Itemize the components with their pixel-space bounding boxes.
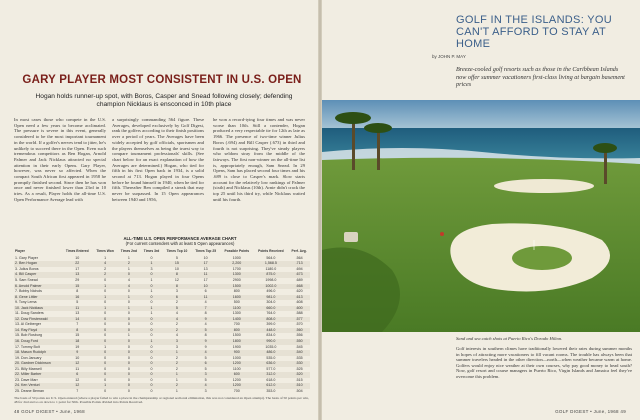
- table-cell: 13. Al Geiberger: [15, 322, 41, 327]
- table-cell: 9: [191, 317, 220, 323]
- table-cell: 17: [203, 277, 208, 282]
- table-cell: 0: [140, 272, 162, 278]
- table-cell: 312.0: [254, 372, 289, 378]
- table-cell: 0: [140, 284, 162, 290]
- table-cell: .515: [295, 377, 303, 382]
- table-cell: 0: [117, 328, 140, 334]
- table-cell: 8: [163, 272, 192, 278]
- table-cell: 6: [62, 372, 93, 378]
- table-cell: 1: [93, 383, 118, 389]
- table-cell: 15: [163, 261, 192, 267]
- table-cell: 0: [150, 366, 153, 371]
- table-cell: 1: [140, 306, 162, 312]
- feature-body: Golf interests in southern climes have traditionally lowered their rates during summer months in hopes of attracting more vacationers to fill vacant rooms. The trouble has always been that summer travelers headed in the other direction—north—when weather became warm at home. Golfers would enjoy nice weather at their own courses, why pay good money to head south? Now, golf resort and course managers in Puerto Rico, Virgin Islands and Jamaica feel they've overcome this problem.: [456, 346, 632, 379]
- table-cell: 1: [140, 261, 162, 267]
- table-cell: 6. Arnold Palmer: [14, 284, 62, 290]
- table-cell: 3: [191, 372, 220, 378]
- table-cell: 1: [93, 295, 118, 301]
- table-cell: 399.0: [266, 322, 276, 327]
- column-header: Perf. Avg.: [291, 249, 307, 253]
- table-subtitle: (For current contenders with at least 5 Open appearances): [125, 241, 235, 246]
- table-cell: 0: [104, 311, 107, 316]
- table-footnote: The basis of 50 points are U.S. Open entered (where a player failed to win a place in the championship or regional sectional elimination, this was not considered an Open attempt). The basis of 50 points per win, 48 for 2nd and so on down to 1 point for 50th. Possible Points divided into Points Received.: [14, 396, 309, 405]
- table-cell: 5: [204, 377, 207, 382]
- table-cell: 13: [75, 311, 80, 316]
- table-cell: 0: [117, 350, 140, 356]
- table-cell: 5: [204, 355, 207, 360]
- table-cell: 0: [117, 317, 140, 323]
- table-cell: 17: [191, 261, 220, 267]
- table-cell: 2: [175, 366, 178, 371]
- table-cell: 0: [127, 289, 130, 294]
- table-cell: .570: [295, 322, 303, 327]
- table-cell: 17: [75, 266, 80, 271]
- left-page: [0, 0, 318, 420]
- table-cell: 14: [62, 317, 93, 323]
- table-cell: 0: [127, 311, 130, 316]
- table-cell: 1: [93, 306, 118, 312]
- table-cell: .713: [288, 261, 310, 267]
- table-cell: 22: [62, 261, 93, 267]
- page-folio-left: 48 GOLF DIGEST • June, 1968: [14, 409, 85, 414]
- table-cell: 10: [191, 284, 220, 290]
- table-cell: 6: [191, 361, 220, 367]
- table-cell: 18: [62, 339, 93, 345]
- table-cell: 0: [140, 317, 162, 323]
- table-cell: 1100: [232, 366, 241, 371]
- column-header: Times Entered: [65, 249, 89, 253]
- table-cell: 5: [191, 328, 220, 334]
- page-folio-right: GOLF DIGEST • June, 1968 49: [555, 409, 626, 414]
- article-headline: GARY PLAYER MOST CONSISTENT IN U.S. OPEN: [22, 74, 302, 86]
- table-cell: 612.0: [254, 383, 289, 389]
- table-title: [60, 236, 300, 246]
- table-row: [14, 389, 310, 395]
- table-cell: 0: [117, 272, 140, 278]
- table-cell: 5: [175, 255, 178, 260]
- table-cell: .588: [295, 311, 303, 316]
- table-cell: 13: [203, 266, 208, 271]
- table-cell: 1: [117, 306, 140, 312]
- table-cell: .668: [288, 284, 310, 290]
- table-cell: 1. Gary Player: [15, 255, 38, 260]
- table-cell: 0: [140, 361, 162, 367]
- table-cell: 0: [104, 333, 107, 338]
- table-cell: 6: [163, 295, 192, 301]
- table-title-text: ALL-TIME U.S. OPEN PERFORMANCE AVERAGE CHART: [123, 236, 237, 241]
- table-cell: 1100: [220, 306, 254, 312]
- table-cell: 800: [233, 289, 240, 294]
- table-cell: 12: [62, 383, 93, 389]
- table-cell: 15. Bob Rosburg: [15, 333, 42, 338]
- column-header: Times 2nd: [120, 249, 138, 253]
- table-cell: 4. Bill Casper: [14, 272, 62, 278]
- table-cell: 23. Dave Marr: [15, 377, 38, 382]
- table-cell: 0: [140, 383, 162, 389]
- table-cell: 2,200: [220, 261, 254, 267]
- photo-caption: Sand and sea catch shots at Puerto Rico's Dorado Hilton.: [456, 336, 563, 341]
- table-cell: 660.0: [254, 306, 289, 312]
- table-cell: 5: [163, 306, 192, 312]
- table-cell: 8: [163, 284, 192, 290]
- table-cell: 2: [175, 300, 178, 305]
- table-cell: 2: [175, 322, 178, 327]
- body-column-1: In most cases those who compete in the U.S. Open need a few years to become acclimated. The pressure is severe in this event, generally considered to be the most important tournament in the world. If a golfer's nerves tend to jitter, he's unlikely to succeed there in the Open. Even such tremendous competitors as Ben Hogan, Arnold Palmer and Jack Nicklaus attracted no special attention in their early Opens. Gary Player, however, was never so affected. When the compact South African first appeared in 1958 he promptly finished second. Since then he has won once and never finished lower than 23rd in 10 tries. As a result, Player holds the all-time U.S. Open Performance Average lead with: [14, 117, 106, 202]
- table-cell: .694: [295, 266, 303, 271]
- table-cell: 13: [62, 272, 93, 278]
- column-header: Points Received: [258, 249, 284, 253]
- table-cell: 17. Tommy Bolt: [15, 344, 40, 349]
- table-cell: 0: [104, 300, 107, 305]
- table-cell: 486.0: [254, 350, 289, 356]
- table-cell: 1: [150, 277, 153, 282]
- table-cell: 3. Julius Boros: [15, 266, 39, 271]
- table-cell: 700: [233, 322, 240, 327]
- table-cell: 764.0: [266, 311, 276, 316]
- table-cell: .545: [295, 344, 303, 349]
- table-cell: 0: [117, 383, 140, 389]
- table-cell: 0: [150, 333, 153, 338]
- table-cell: 2: [104, 266, 107, 271]
- column-header: Times Top 10: [166, 249, 188, 253]
- golf-course-photo: [322, 100, 640, 332]
- article-deck: Hogan holds runner-up spot, with Boros, Casper and Snead following closely; defending champion Nicklaus is ensconced in 10th place: [35, 93, 293, 109]
- table-cell: 0: [117, 372, 140, 378]
- column-header: Times Top 25: [195, 249, 217, 253]
- table-cell: 981.0: [254, 295, 289, 301]
- table-cell: 0: [127, 355, 130, 360]
- table-cell: 25. Deane Beman: [15, 388, 44, 393]
- table-cell: 1: [104, 255, 107, 260]
- table-cell: 9: [204, 344, 207, 349]
- table-cell: 0: [127, 300, 130, 305]
- table-cell: 4: [175, 311, 178, 316]
- table-cell: 353.0: [266, 388, 276, 393]
- table-cell: 2: [163, 383, 192, 389]
- table-cell: 1200: [220, 383, 254, 389]
- table-cell: 9: [191, 339, 220, 345]
- table-cell: 0: [117, 339, 140, 345]
- sand-bunker-far: [494, 179, 594, 193]
- table-cell: 1300: [220, 272, 254, 278]
- golfer: [440, 232, 444, 236]
- table-cell: 0: [140, 295, 162, 301]
- table-cell: 5: [204, 366, 207, 371]
- table-cell: 4: [191, 350, 220, 356]
- table-cell: 16: [62, 295, 93, 301]
- table-cell: 12: [62, 361, 93, 367]
- table-cell: 1300: [232, 311, 241, 316]
- table-cell: 304.0: [266, 300, 276, 305]
- feature-deck: Breeze-cooled golf resorts such as those in the Caribbean Islands now offer summer vacationers first-class living at bargain basement prices: [456, 66, 625, 89]
- table-cell: 8: [76, 289, 79, 294]
- table-cell: 496.0: [266, 289, 276, 294]
- table-cell: 22. Miller Barber: [14, 372, 62, 378]
- table-cell: .608: [295, 300, 303, 305]
- table-cell: 0: [93, 372, 118, 378]
- table-cell: 0: [93, 328, 118, 334]
- table-cell: 1: [175, 377, 178, 382]
- table-cell: .525: [295, 366, 303, 371]
- table-cell: 0: [104, 388, 107, 393]
- right-page: [322, 0, 640, 420]
- table-cell: 11: [75, 366, 80, 371]
- table-cell: 0: [117, 361, 140, 367]
- table-cell: 5. Sam Snead: [15, 277, 38, 282]
- table-cell: 500: [233, 300, 240, 305]
- table-cell: .689: [295, 277, 303, 282]
- table-cell: 4: [191, 383, 220, 389]
- table-cell: 0: [93, 350, 118, 356]
- table-cell: 16. Doug Ford: [14, 339, 62, 345]
- table-cell: 0: [127, 366, 130, 371]
- table-cell: 2: [175, 355, 178, 360]
- table-cell: 1900: [232, 344, 241, 349]
- column-header: Times Won: [96, 249, 114, 253]
- table-cell: 11: [191, 295, 220, 301]
- table-cell: 11: [191, 272, 220, 278]
- table-cell: 1: [175, 388, 178, 393]
- table-cell: 0: [127, 377, 130, 382]
- table-cell: 1: [117, 295, 140, 301]
- table-cell: 1180.0: [265, 266, 277, 271]
- feature-title: GOLF IN THE ISLANDS: YOU CAN'T AFFORD TO STAY AT HOME: [456, 14, 612, 50]
- table-cell: 1000: [232, 255, 241, 260]
- table-cell: 4: [175, 333, 178, 338]
- table-cell: .577: [288, 317, 310, 323]
- table-cell: 1: [163, 372, 192, 378]
- table-cell: 1400: [220, 317, 254, 323]
- table-cell: 0: [150, 377, 153, 382]
- table-cell: 12. Dow Finsterwald: [14, 317, 62, 323]
- table-cell: 1002.0: [254, 284, 289, 290]
- table-cell: 21. Billy Maxwell: [15, 366, 42, 371]
- table-cell: 7: [76, 322, 79, 327]
- table-cell: 3: [175, 289, 178, 294]
- column-header: Player: [15, 249, 25, 253]
- table-cell: .530: [288, 361, 310, 367]
- table-cell: 0: [150, 355, 153, 360]
- table-cell: 10: [174, 266, 179, 271]
- table-cell: 8: [204, 333, 207, 338]
- table-cell: 0: [150, 300, 153, 305]
- table-cell: 20. Gardner Dickinson: [14, 361, 62, 367]
- table-cell: 5: [76, 300, 79, 305]
- performance-average-table: [14, 250, 310, 394]
- table-cell: 0: [104, 377, 107, 382]
- table-cell: 900: [220, 350, 254, 356]
- table-cell: 1: [127, 255, 130, 260]
- table-cell: 0: [104, 289, 107, 294]
- column-header: Possible Points: [224, 249, 250, 253]
- table-cell: 0: [150, 322, 153, 327]
- table-cell: 9. Tony Lema: [15, 300, 37, 305]
- table-cell: 0: [140, 372, 162, 378]
- body-column-2: a surprisingly commanding 564 figure. These Averages, developed exclusively by Golf Digest, rank the golfers according to their finish positions over a period of years. The Averages have been widely accepted by golf officials, sportsmen and the players themselves as being the truest way to compare tournament professionals' skills. (See chart below for an exact explanation of how the Averages are determined.) Hogan, who tied for fifth in his first Open back in 1934, is a solid second at 713. Hogan played in four Opens before he found himself in 1940, when he tied for fifth. Thereafter Ben compiled a streak that may never be surpassed. In 15 Open appearances between 1940 and 1956,: [112, 117, 204, 202]
- table-cell: 2: [93, 272, 118, 278]
- table-cell: 808.0: [254, 317, 289, 323]
- table-cell: 0: [104, 277, 107, 282]
- table-cell: 834.0: [266, 333, 276, 338]
- table-cell: 800: [220, 328, 254, 334]
- table-cell: 10: [75, 255, 80, 260]
- table-cell: 4: [163, 317, 192, 323]
- table-cell: .535: [295, 355, 303, 360]
- table-cell: 12: [174, 277, 179, 282]
- table-cell: 4: [117, 284, 140, 290]
- table-cell: 12: [75, 377, 80, 382]
- table-cell: 4: [204, 300, 207, 305]
- table-cell: 1: [140, 339, 162, 345]
- table-cell: 3: [175, 344, 178, 349]
- table-cell: .520: [288, 372, 310, 378]
- table-cell: .540: [288, 350, 310, 356]
- table-cell: .504: [295, 388, 303, 393]
- table-cell: 535.0: [266, 355, 276, 360]
- table-cell: 10. Jack Nicklaus: [14, 306, 62, 312]
- table-cell: 2. Ben Hogan: [14, 261, 62, 267]
- table-cell: 1: [127, 266, 130, 271]
- table-cell: .673: [288, 272, 310, 278]
- table-cell: 0: [127, 322, 130, 327]
- table-cell: 18. Mason Rudolph: [14, 350, 62, 356]
- table-cell: 4: [204, 322, 207, 327]
- table-cell: 0: [93, 361, 118, 367]
- table-cell: 1800: [220, 339, 254, 345]
- table-cell: .613: [288, 295, 310, 301]
- table-cell: 1: [93, 284, 118, 290]
- table-cell: 1500: [232, 333, 241, 338]
- table-cell: 1998.0: [265, 277, 277, 282]
- table-cell: 1: [127, 333, 130, 338]
- table-cell: 1: [150, 289, 153, 294]
- table-cell: .550: [288, 339, 310, 345]
- table-cell: 7: [76, 388, 79, 393]
- table-cell: 0: [104, 366, 107, 371]
- golf-cart: [344, 232, 358, 242]
- table-cell: 10: [75, 355, 80, 360]
- table-cell: 0: [150, 255, 153, 260]
- table-cell: 990.0: [254, 339, 289, 345]
- table-cell: 0: [140, 328, 162, 334]
- table-cell: 8: [62, 328, 93, 334]
- table-cell: 0: [150, 344, 153, 349]
- table-cell: 4: [93, 261, 118, 267]
- table-cell: 11: [62, 306, 93, 312]
- table-cell: 1200: [232, 377, 241, 382]
- table-cell: 0: [140, 350, 162, 356]
- table-cell: 875.0: [254, 272, 289, 278]
- table-cell: 1000: [232, 355, 241, 360]
- golf-course-illustration: [322, 100, 640, 332]
- table-cell: 0: [104, 322, 107, 327]
- table-cell: 3: [150, 266, 153, 271]
- byline: by JOHN P. MAY: [432, 54, 466, 59]
- table-cell: 0: [104, 355, 107, 360]
- table-cell: 0: [150, 388, 153, 393]
- table-cell: 19. Don January: [15, 355, 42, 360]
- table-cell: 0: [127, 388, 130, 393]
- table-cell: .556: [295, 333, 303, 338]
- table-cell: 448.0: [254, 328, 289, 334]
- table-cell: .510: [288, 383, 310, 389]
- table-cell: 24. Ken Venturi: [14, 383, 62, 389]
- table-cell: 2: [117, 261, 140, 267]
- table-cell: 15: [75, 333, 80, 338]
- table-cell: 1: [104, 344, 107, 349]
- green: [512, 246, 572, 270]
- table-cell: .560: [288, 328, 310, 334]
- table-cell: .564: [295, 255, 303, 260]
- table-cell: 1035.0: [265, 344, 277, 349]
- table-cell: 636.0: [254, 361, 289, 367]
- table-cell: 600: [220, 372, 254, 378]
- table-cell: 1600: [220, 295, 254, 301]
- table-cell: 3: [163, 339, 192, 345]
- table-cell: 9: [62, 350, 93, 356]
- table-cell: .600: [288, 306, 310, 312]
- table-cell: 19: [75, 344, 80, 349]
- table-cell: 1: [150, 311, 153, 316]
- table-cell: 700: [233, 388, 240, 393]
- table-cell: 8: [204, 311, 207, 316]
- table-cell: 11. Doug Sanders: [15, 311, 44, 316]
- column-header: Times 3rd: [143, 249, 160, 253]
- table-cell: 1500: [220, 284, 254, 290]
- table-cell: 0: [93, 339, 118, 345]
- body-column-3: he won a record-tying four times and was never worse than 10th. Still a contender, Hogan produced a very respectable tie for 12th as late as 1966. The presence of two-time winner Julius Boros (.694) and Bill Casper (.673) in third and fourth is not surprising. They've steady players who seldom stray from the middle of the fairways. The first non-winner on the all-time list is, appropriately enough, Sam Snead. In 29 Opens, Sam has placed second four times and his .689 is close to Casper's mark. Slow starts account for the relatively low rankings of Palmer (sixth) and Nicklaus (10th). Arnie didn't crack the top 25 until his third try, while Nicklaus waited until his fourth.: [213, 117, 305, 202]
- table-cell: 1: [163, 350, 192, 356]
- table-cell: 29: [75, 277, 80, 282]
- table-cell: 7: [191, 306, 220, 312]
- table-cell: 0: [127, 344, 130, 349]
- table-cell: 7. Bobby Nichols: [15, 289, 42, 294]
- table-cell: 15: [62, 284, 93, 290]
- table-cell: 2900: [232, 277, 241, 282]
- table-cell: 10: [203, 255, 208, 260]
- table-cell: 3: [204, 388, 207, 393]
- table-cell: 6: [204, 289, 207, 294]
- table-cell: 14. Ray Floyd: [14, 328, 62, 334]
- table-cell: 1700: [232, 266, 241, 271]
- table-cell: 0: [93, 317, 118, 323]
- table-cell: 8. Gene Littler: [14, 295, 62, 301]
- table-cell: 4: [127, 277, 130, 282]
- table-cell: 1200: [220, 361, 254, 367]
- table-cell: .620: [295, 289, 303, 294]
- table-cell: 2: [163, 328, 192, 334]
- table-cell: 2: [163, 361, 192, 367]
- table-cell: 618.0: [266, 377, 276, 382]
- table-cell: 564.0: [266, 255, 276, 260]
- table-cell: 1,568.5: [254, 261, 289, 267]
- table-cell: 577.0: [266, 366, 276, 371]
